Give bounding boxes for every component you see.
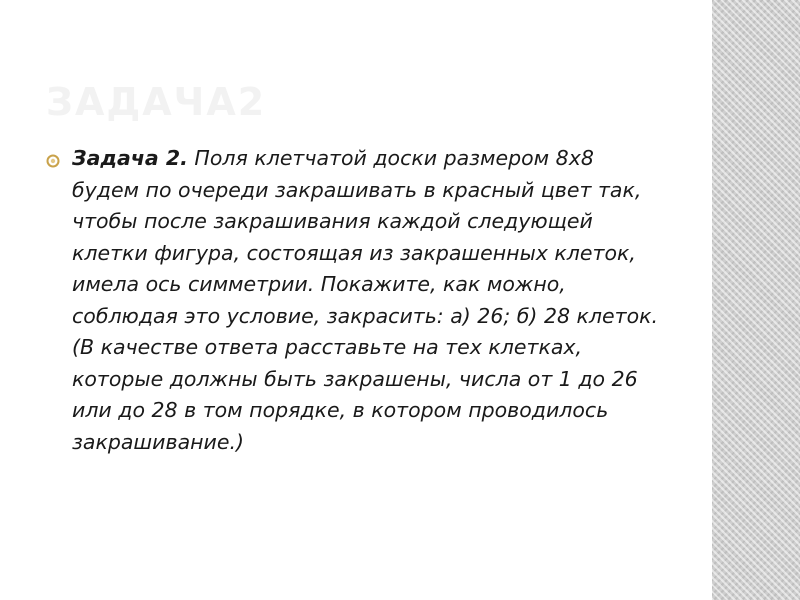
slide-title: ЗАДАЧА2 [46, 80, 267, 124]
slide-content [46, 143, 666, 458]
problem-body: Поля клетчатой доски размером 8х8 будем по очереди закрашивать в красный цвет так, чтобы после закрашивания каждой следующей клетки фигура, состоящая из закрашенных клеток, имела ось симметрии. Покажите, как можно, соблюдая это условие, закрасить: а) 26; б) 28 клеток. (В качестве ответа расставьте на тех клетках, которые должны быть закрашены, числа от 1 до 26 или до 28 в том порядке, в котором проводилось закрашивание.) [72, 146, 659, 454]
bullet-item [46, 143, 666, 458]
circle-bullet-icon [46, 153, 60, 167]
problem-text [72, 143, 666, 458]
problem-lead: Задача 2. [72, 146, 188, 170]
side-decorative-band [712, 0, 800, 600]
